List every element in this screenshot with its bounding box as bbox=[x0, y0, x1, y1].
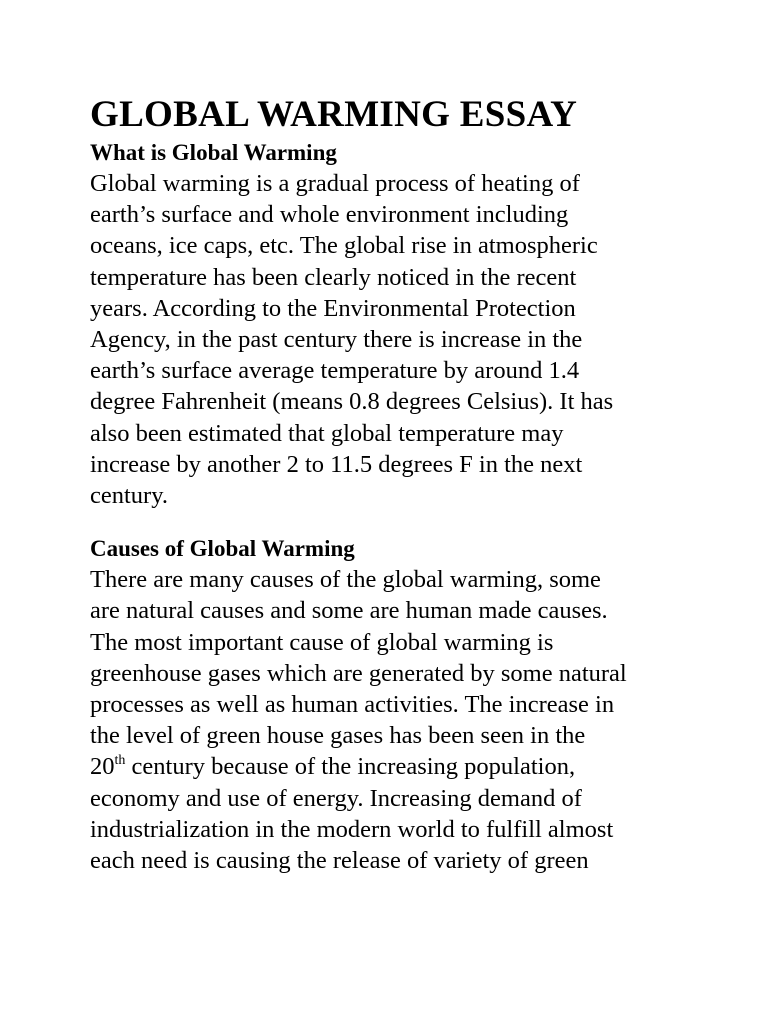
section-spacer bbox=[90, 511, 690, 534]
text-line: also been estimated that global temperature may bbox=[90, 419, 564, 447]
text-line: processes as well as human activities. The increase in bbox=[90, 691, 615, 719]
text-line bbox=[90, 751, 690, 782]
text-line: are natural causes and some are human made causes. bbox=[90, 597, 608, 625]
text-line: increase by another 2 to 11.5 degrees F in the next bbox=[90, 450, 583, 478]
section-what-is bbox=[90, 138, 690, 511]
text-line: the level of green house gases has been seen in the bbox=[90, 722, 586, 750]
line-remainder: century because of the increasing population, bbox=[125, 753, 576, 781]
section-causes bbox=[90, 534, 690, 876]
text-line: Agency, in the past century there is increase in the bbox=[90, 326, 583, 354]
section-body bbox=[90, 564, 690, 876]
text-line: greenhouse gases which are generated by some natural bbox=[90, 659, 627, 687]
text-line: industrialization in the modern world to fulfill almost bbox=[90, 815, 614, 843]
text-line: earth’s surface average temperature by around 1.4 bbox=[90, 357, 580, 385]
document-title: GLOBAL WARMING ESSAY bbox=[90, 94, 578, 135]
text-line: earth’s surface and whole environment including bbox=[90, 201, 569, 229]
text-line: economy and use of energy. Increasing demand of bbox=[90, 784, 582, 812]
text-line: degree Fahrenheit (means 0.8 degrees Celsius). It has bbox=[90, 388, 614, 416]
text-line: each need is causing the release of variety of green bbox=[90, 847, 589, 875]
text-line: oceans, ice caps, etc. The global rise in atmospheric bbox=[90, 232, 598, 260]
text-line: There are many causes of the global warming, some bbox=[90, 566, 601, 594]
century-number: 20 bbox=[90, 753, 115, 781]
text-line: Global warming is a gradual process of heating of bbox=[90, 170, 580, 197]
document-page bbox=[90, 92, 690, 876]
text-line: temperature has been clearly noticed in the recent bbox=[90, 263, 577, 291]
section-heading: What is Global Warming bbox=[90, 140, 337, 165]
ordinal-superscript: th bbox=[114, 753, 126, 769]
text-line: century. bbox=[90, 482, 168, 510]
text-line: The most important cause of global warming is bbox=[90, 628, 554, 656]
section-body bbox=[90, 168, 690, 511]
text-line: years. According to the Environmental Protection bbox=[90, 294, 576, 322]
section-heading: Causes of Global Warming bbox=[90, 536, 355, 562]
